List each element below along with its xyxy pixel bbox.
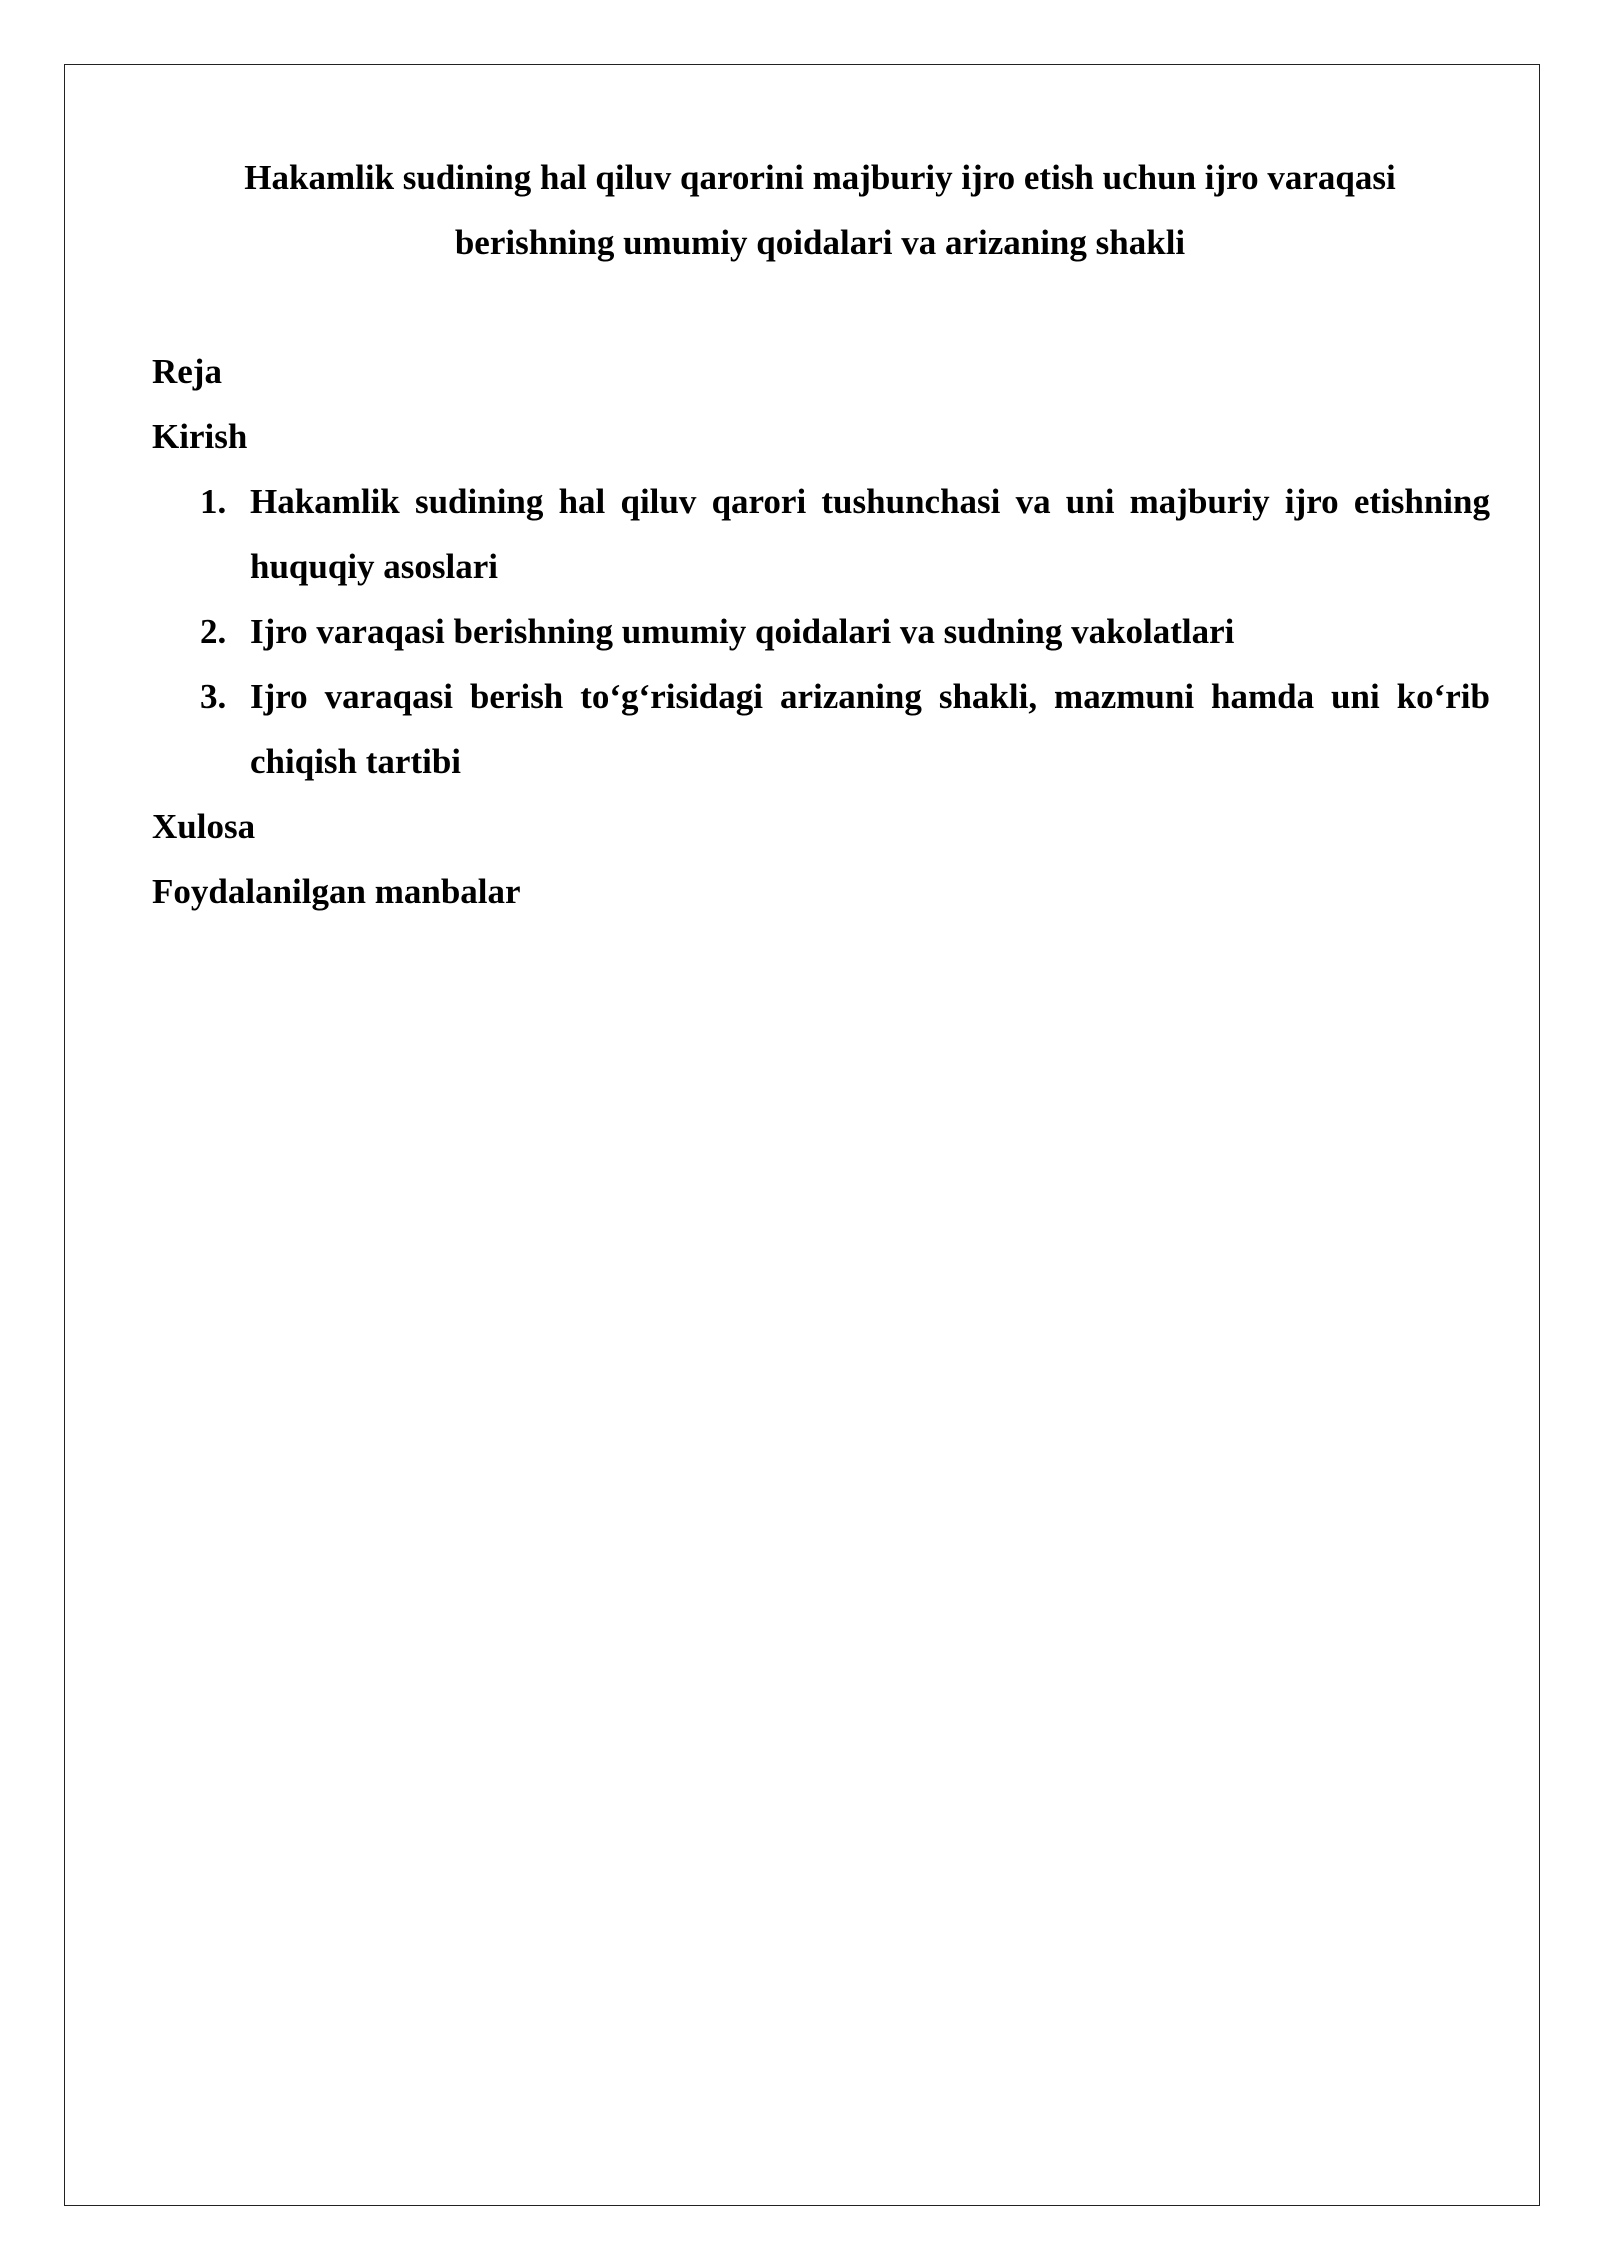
plan-item-number: 1. (200, 482, 227, 521)
sources-heading: Foydalanilgan manbalar (152, 872, 521, 911)
plan-item-text: Ijro varaqasi berish to‘g‘risidagi arizaning shakli, mazmuni hamda uni ko‘rib chiqish tartibi (250, 677, 1490, 781)
plan-item-1 (152, 469, 1490, 599)
title-line-2: berishning umumiy qoidalari va arizaning shakli (454, 223, 1186, 262)
plan-section (152, 339, 1490, 924)
intro-heading: Kirish (152, 417, 248, 456)
title-line-1: Hakamlik sudining hal qiluv qarorini majburiy ijro etish uchun ijro varaqasi (244, 158, 1396, 197)
plan-item-number: 2. (200, 612, 227, 651)
plan-item-3 (152, 664, 1490, 794)
document-title (150, 145, 1490, 275)
plan-heading: Reja (152, 352, 222, 391)
plan-item-text: Hakamlik sudining hal qiluv qarori tushunchasi va uni majburiy ijro etishning huquqiy asoslari (250, 482, 1490, 586)
plan-list (152, 469, 1490, 794)
plan-item-text: Ijro varaqasi berishning umumiy qoidalari va sudning vakolatlari (250, 612, 1235, 651)
plan-item-number: 3. (200, 677, 227, 716)
conclusion-heading: Xulosa (152, 807, 256, 846)
plan-item-2 (152, 599, 1490, 664)
